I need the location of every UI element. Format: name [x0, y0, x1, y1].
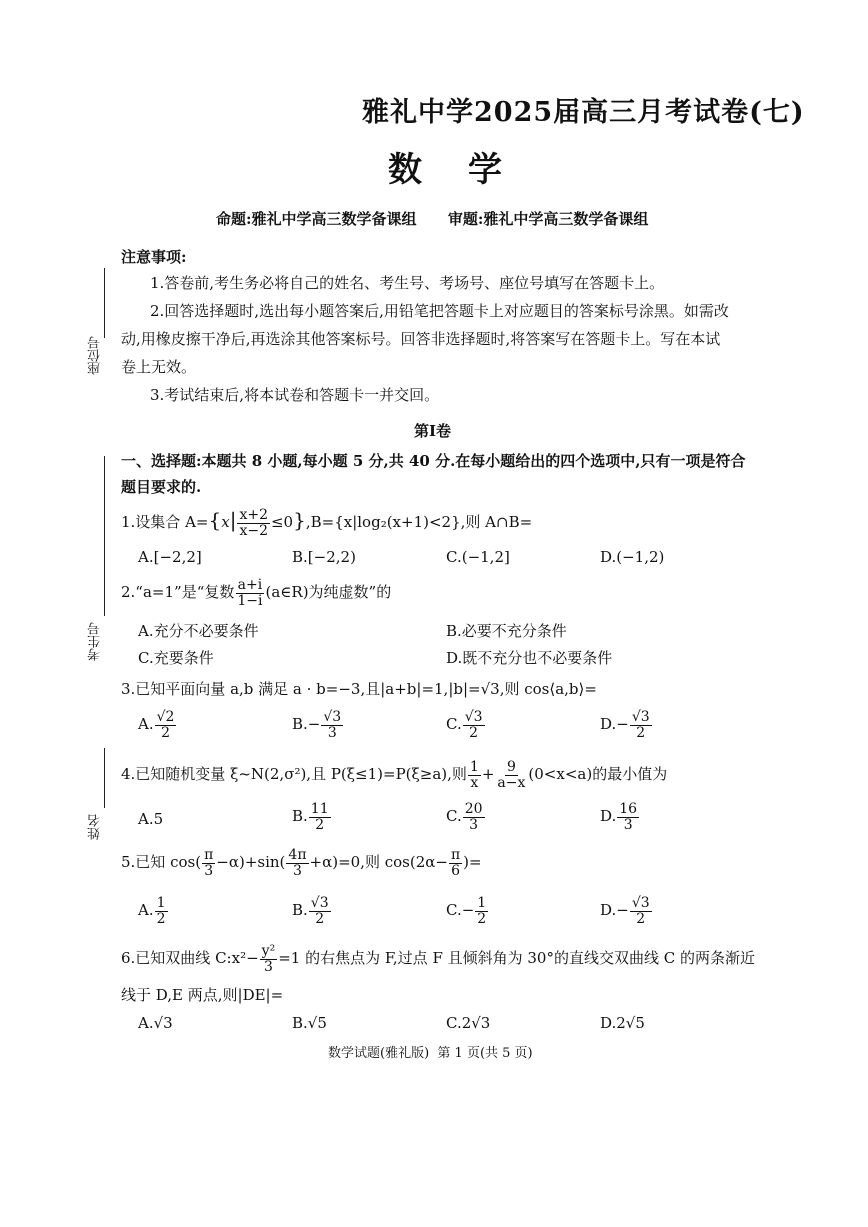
q5-option-c: C.− $\frac{1}{2}$ — [446, 895, 487, 927]
question-1: 1.设集合 A={x| $\frac{x+2}{x-2}$ ≤0},B={x|log₂(x+1)<2},则 A∩B= — [121, 507, 533, 539]
notice-item-2-line3: 卷上无效。 — [121, 358, 197, 376]
seat-number-label: 座位号 — [88, 336, 103, 375]
q6-option-b: B.√5 — [292, 1014, 327, 1032]
q2-option-c: C.充要条件 — [138, 649, 214, 667]
subject-title: 数学 — [388, 150, 548, 190]
question-6: 6.已知双曲线 C:x²− $\frac{\text{y²}}{3}$ =1 的右焦点为 F,过点 F 且倾斜角为 30°的直线交双曲线 C 的两条渐近 — [121, 943, 755, 975]
section-intro-line1: 一、选择题:本题共 8 小题,每小题 5 分,共 40 分.在每小题给出的四个选项中,只有一项是符合 — [121, 452, 746, 470]
question-5: 5.已知 cos( $\frac{\pi}{3}$ −α)+sin( $\frac{4\pi}{3}$ +α)=0,则 cos(2α− $\frac{\pi}{6}$ )= — [121, 847, 482, 879]
q5-option-d: D.− $\frac{√3}{2}$ — [600, 895, 650, 927]
q1-option-d: D.(−1,2) — [600, 548, 665, 566]
exam-title: 雅礼中学2025届高三月考试卷(七) — [362, 97, 805, 128]
q5-option-a: A. $\frac{1}{2}$ — [138, 895, 166, 927]
q6-option-c: C.2√3 — [446, 1014, 491, 1032]
q4-option-c: C. $\frac{20}{3}$ — [446, 801, 483, 833]
q2-option-b: B.必要不充分条件 — [446, 622, 567, 640]
q6-option-d: D.2√5 — [600, 1014, 645, 1032]
q1-option-a: A.[−2,2] — [138, 548, 202, 566]
q2-option-a: A.充分不必要条件 — [138, 622, 259, 640]
q5-option-b: B. $\frac{√3}{2}$ — [292, 895, 329, 927]
q1-option-c: C.(−1,2] — [446, 548, 510, 566]
q4-option-a: A.5 — [138, 810, 164, 828]
question-6-line2: 线于 D,E 两点,则|DE|= — [121, 986, 284, 1004]
exam-number-label: 考生号 — [88, 622, 103, 661]
q3-option-a: A. $\frac{√2}{2}$ — [138, 709, 175, 741]
binding-line-seat — [104, 268, 105, 338]
page-footer: 数学试题(雅礼版) 第 1 页(共 5 页) — [328, 1046, 533, 1061]
notice-item-2-line1: 2.回答选择题时,选出每小题答案后,用铅笔把答题卡上对应题目的答案标号涂黑。如需改 — [150, 302, 729, 320]
q3-option-b: B.− $\frac{√3}{3}$ — [292, 709, 342, 741]
section-name: 第Ⅰ卷 — [414, 422, 452, 440]
name-label: 姓名 — [88, 814, 103, 840]
question-2: 2.“a=1”是“复数 $\frac{a+i}{1-i}$ (a∈R)为纯虚数”的 — [121, 577, 392, 609]
notice-heading: 注意事项: — [121, 248, 187, 266]
notice-item-3: 3.考试结束后,将本试卷和答题卡一并交回。 — [150, 386, 440, 404]
q3-option-c: C. $\frac{√3}{2}$ — [446, 709, 483, 741]
q1-option-b: B.[−2,2) — [292, 548, 356, 566]
section-intro-line2: 题目要求的. — [121, 478, 202, 496]
question-4: 4.已知随机变量 ξ~N(2,σ²),且 P(ξ≤1)=P(ξ≥a),则 $\frac{1}{x}$ + $\frac{9}{a-x}$ (0<x<a)的最小值为 — [121, 759, 668, 791]
binding-line-exam — [104, 456, 105, 616]
q4-option-d: D. $\frac{16}{3}$ — [600, 801, 638, 833]
q3-option-d: D.− $\frac{√3}{2}$ — [600, 709, 650, 741]
binding-line-name — [104, 748, 105, 808]
notice-item-2-line2: 动,用橡皮擦干净后,再选涂其他答案标号。回答非选择题时,将答案写在答题卡上。写在本试 — [121, 330, 721, 348]
q4-option-b: B. $\frac{11}{2}$ — [292, 801, 329, 833]
notice-item-1: 1.答卷前,考生务必将自己的姓名、考生号、考场号、座位号填写在答题卡上。 — [150, 274, 665, 292]
authors-line: 命题:雅礼中学高三数学备课组 审题:雅礼中学高三数学备课组 — [216, 210, 649, 228]
question-3: 3.已知平面向量 a,b 满足 a · b=−3,且|a+b|=1,|b|=√3,则 cos⟨a,b⟩= — [121, 680, 597, 698]
q6-option-a: A.√3 — [138, 1014, 173, 1032]
q2-option-d: D.既不充分也不必要条件 — [446, 649, 613, 667]
